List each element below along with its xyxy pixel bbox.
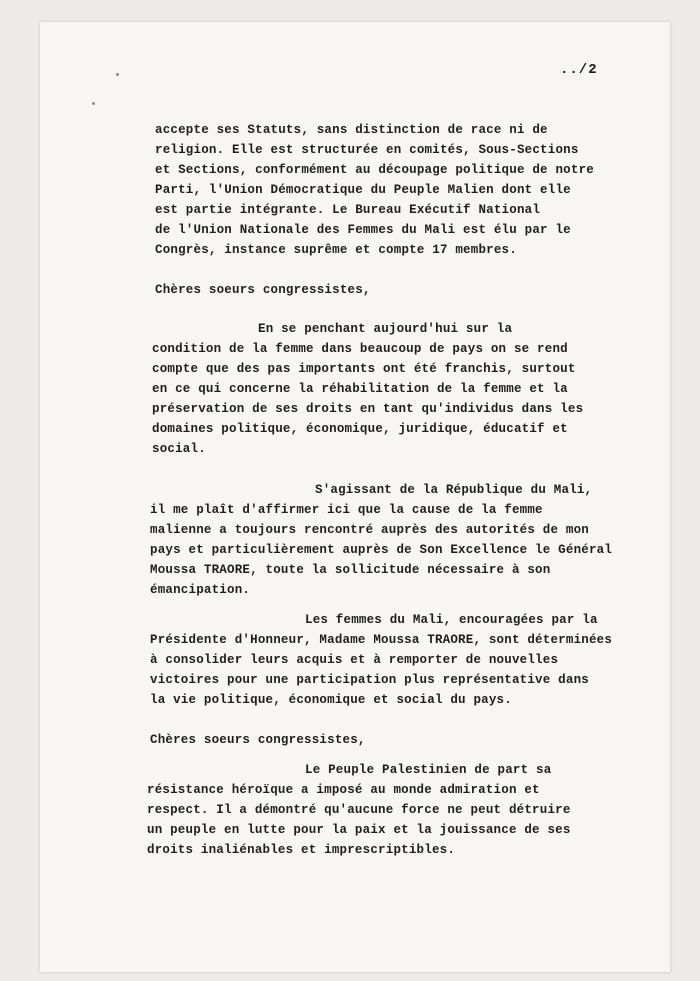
text-line: religion. Elle est structurée en comités, Sous-Sections bbox=[155, 143, 579, 157]
text-line: condition de la femme dans beaucoup de pays on se rend bbox=[152, 342, 568, 356]
page-number: ../2 bbox=[560, 62, 598, 78]
text-line: pays et particulièrement auprès de Son Excellence le Général bbox=[150, 543, 613, 557]
text-line: Congrès, instance suprême et compte 17 membres. bbox=[155, 243, 517, 257]
text-line: un peuple en lutte pour la paix et la jouissance de ses bbox=[147, 823, 571, 837]
text-line: respect. Il a démontré qu'aucune force ne peut détruire bbox=[147, 803, 571, 817]
salutation: Chères soeurs congressistes, bbox=[150, 733, 366, 747]
text-line: en ce qui concerne la réhabilitation de la femme et la bbox=[152, 382, 568, 396]
paper-speck bbox=[92, 102, 95, 105]
text-line: résistance héroïque a imposé au monde admiration et bbox=[147, 783, 540, 797]
paper-speck bbox=[116, 73, 119, 76]
text-line: préservation de ses droits en tant qu'individus dans les bbox=[152, 402, 584, 416]
text-line: la vie politique, économique et social du pays. bbox=[150, 693, 512, 707]
text-line: En se penchant aujourd'hui sur la bbox=[258, 322, 513, 336]
text-line: à consolider leurs acquis et à remporter de nouvelles bbox=[150, 653, 559, 667]
text-line: domaines politique, économique, juridique, éducatif et bbox=[152, 422, 568, 436]
text-line: Le Peuple Palestinien de part sa bbox=[305, 763, 552, 777]
text-line: Moussa TRAORE, toute la sollicitude nécessaire à son bbox=[150, 563, 551, 577]
text-line: victoires pour une participation plus représentative dans bbox=[150, 673, 589, 687]
text-line: droits inaliénables et imprescriptibles. bbox=[147, 843, 456, 857]
text-line: Présidente d'Honneur, Madame Moussa TRAORE, sont déterminées bbox=[150, 633, 613, 647]
text-line: Les femmes du Mali, encouragées par la bbox=[305, 613, 598, 627]
text-line: de l'Union Nationale des Femmes du Mali est élu par le bbox=[155, 223, 571, 237]
salutation: Chères soeurs congressistes, bbox=[155, 283, 371, 297]
text-line: est partie intégrante. Le Bureau Exécutif National bbox=[155, 203, 541, 217]
text-line: il me plaît d'affirmer ici que la cause de la femme bbox=[150, 503, 543, 517]
text-line: accepte ses Statuts, sans distinction de race ni de bbox=[155, 123, 548, 137]
text-line: malienne a toujours rencontré auprès des autorités de mon bbox=[150, 523, 589, 537]
text-line: émancipation. bbox=[150, 583, 251, 597]
text-line: Parti, l'Union Démocratique du Peuple Malien dont elle bbox=[155, 183, 571, 197]
text-line: S'agissant de la République du Mali, bbox=[315, 483, 593, 497]
text-line: social. bbox=[152, 442, 206, 456]
text-line: compte que des pas importants ont été franchis, surtout bbox=[152, 362, 576, 376]
text-line: et Sections, conformément au découpage politique de notre bbox=[155, 163, 594, 177]
